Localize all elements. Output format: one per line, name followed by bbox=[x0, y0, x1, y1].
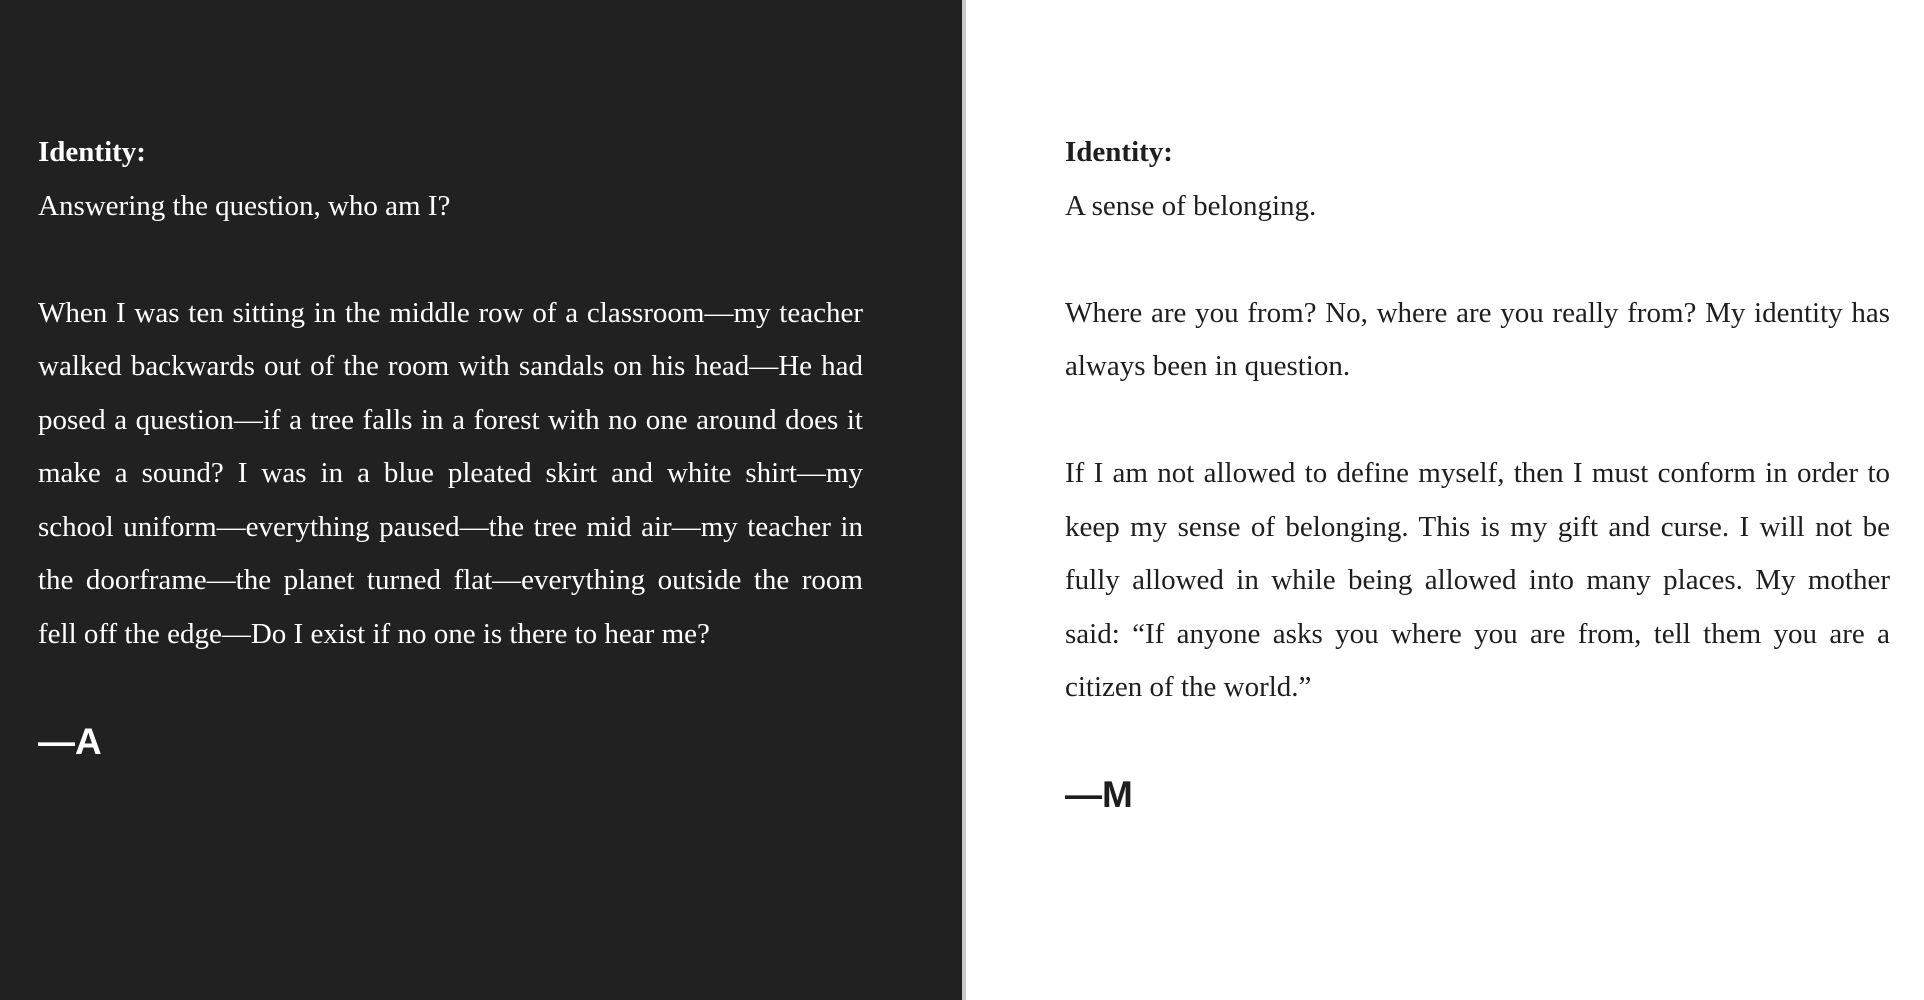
right-heading: Identity: bbox=[1065, 136, 1173, 168]
right-panel bbox=[966, 0, 1924, 1000]
left-text-block bbox=[38, 126, 863, 768]
left-paragraph: When I was ten sitting in the middle row of a classroom—my teacher walked backwards out of the room with sandals on his head—He had posed a question—if a tree falls in a forest with no one around does it make a sound? I was in a blue pleated skirt and white shirt—my school uniform—everything paused—the tree mid air—my teacher in the doorframe—the planet turned flat—everything outside the room fell off the edge—Do I exist if no one is there to hear me? bbox=[38, 296, 863, 650]
left-heading: Identity: bbox=[38, 136, 146, 168]
right-paragraph-2: If I am not allowed to define myself, then I must conform in order to keep my sense of belonging. This is my gift and curse. I will not be fully allowed in while being allowed into many places. My mother said: “If anyone asks you where you are from, tell them you are a citizen of the world.” bbox=[1065, 457, 1890, 703]
right-subheading: A sense of belonging. bbox=[1065, 189, 1317, 222]
right-signature: —M bbox=[1065, 774, 1133, 815]
right-text-block bbox=[1065, 126, 1890, 822]
left-signature: —A bbox=[38, 720, 102, 762]
left-subheading: Answering the question, who am I? bbox=[38, 189, 451, 222]
right-paragraph-1: Where are you from? No, where are you really from? My identity has always been in question. bbox=[1065, 296, 1890, 382]
